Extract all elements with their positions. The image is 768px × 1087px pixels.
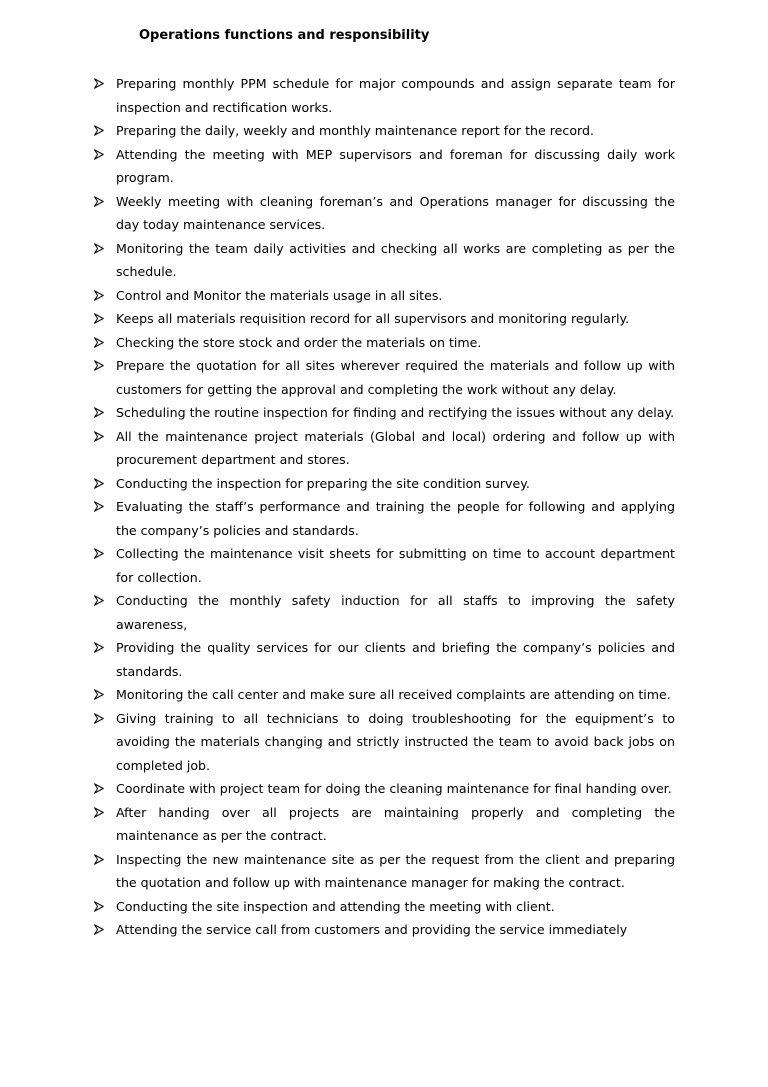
arrowhead-bullet-icon	[94, 895, 106, 919]
list-item	[94, 542, 675, 589]
arrowhead-bullet-icon	[94, 237, 106, 261]
list-item-text: Control and Monitor the materials usage in all sites.	[116, 287, 443, 303]
arrowhead-bullet-icon	[94, 119, 106, 143]
list-item	[94, 495, 675, 542]
list-item-text: All the maintenance project materials (Global and local) ordering and follow up with procurement department and stores.	[116, 428, 675, 467]
list-item-text: Monitoring the call center and make sure all received complaints are attending on time.	[116, 687, 671, 702]
list-item	[94, 354, 675, 401]
arrowhead-bullet-icon	[94, 143, 106, 167]
arrowhead-bullet-icon	[94, 589, 106, 613]
list-item-text: Giving training to all technicians to doing troubleshooting for the equipment’s to avoiding the materials changing and strictly instructed the team to avoid back jobs on completed job.	[116, 710, 675, 773]
arrowhead-bullet-icon	[94, 307, 106, 331]
arrowhead-bullet-icon	[94, 848, 106, 872]
list-item	[94, 119, 675, 143]
list-item	[94, 331, 675, 355]
list-item	[94, 636, 675, 683]
list-item-text: Keeps all materials requisition record for all supervisors and monitoring regularly.	[116, 311, 630, 326]
list-item	[94, 895, 675, 919]
list-item-text: After handing over all projects are maintaining properly and completing the maintenance as per the contract.	[116, 804, 675, 843]
list-item	[94, 284, 675, 308]
list-item	[94, 143, 675, 190]
list-item-text: Scheduling the routine inspection for finding and rectifying the issues without any delay.	[116, 405, 675, 420]
arrowhead-bullet-icon	[94, 72, 106, 96]
list-item	[94, 72, 675, 119]
page-title: Operations functions and responsibility	[139, 28, 430, 43]
list-item	[94, 401, 675, 425]
list-item	[94, 777, 675, 801]
arrowhead-bullet-icon	[94, 542, 106, 566]
list-item-text: Weekly meeting with cleaning foreman’s and Operations manager for discussing the day today maintenance services.	[116, 193, 675, 232]
arrowhead-bullet-icon	[94, 354, 106, 378]
list-item	[94, 848, 675, 895]
list-item-text: Monitoring the team daily activities and checking all works are completing as per the schedule.	[116, 240, 675, 279]
list-item-text: Conducting the site inspection and attending the meeting with client.	[116, 898, 555, 914]
arrowhead-bullet-icon	[94, 801, 106, 825]
arrowhead-bullet-icon	[94, 331, 106, 355]
list-item	[94, 190, 675, 237]
arrowhead-bullet-icon	[94, 683, 106, 707]
arrowhead-bullet-icon	[94, 472, 106, 496]
list-item-text: Conducting the monthly safety induction for all staffs to improving the safety awareness,	[116, 593, 675, 632]
list-item	[94, 707, 675, 778]
list-item-text: Preparing monthly PPM schedule for major compounds and assign separate team for inspection and rectification works.	[116, 76, 675, 115]
arrowhead-bullet-icon	[94, 918, 106, 942]
list-item-text: Checking the store stock and order the materials on time.	[116, 334, 482, 350]
list-item-text: Preparing the daily, weekly and monthly maintenance report for the record.	[116, 123, 594, 138]
list-item-text: Attending the meeting with MEP supervisors and foreman for discussing daily work program.	[116, 146, 675, 185]
arrowhead-bullet-icon	[94, 495, 106, 519]
list-item	[94, 918, 675, 942]
list-item	[94, 307, 675, 331]
list-item-text: Prepare the quotation for all sites wherever required the materials and follow up with customers for getting the approval and completing the work without any delay.	[116, 358, 675, 397]
arrowhead-bullet-icon	[94, 777, 106, 801]
arrowhead-bullet-icon	[94, 401, 106, 425]
list-item	[94, 589, 675, 636]
list-item	[94, 683, 675, 707]
list-item-text: Attending the service call from customers and providing the service immediately	[116, 922, 628, 937]
list-item	[94, 472, 675, 496]
arrowhead-bullet-icon	[94, 284, 106, 308]
list-item-text: Conducting the inspection for preparing the site condition survey.	[116, 475, 530, 491]
arrowhead-bullet-icon	[94, 707, 106, 731]
list-item-text: Collecting the maintenance visit sheets for submitting on time to account department for collection.	[116, 546, 675, 585]
list-item-text: Inspecting the new maintenance site as per the request from the client and preparing the quotation and follow up with maintenance manager for making the contract.	[116, 851, 675, 890]
list-item	[94, 801, 675, 848]
list-item	[94, 237, 675, 284]
responsibility-list	[94, 72, 675, 942]
arrowhead-bullet-icon	[94, 636, 106, 660]
list-item	[94, 425, 675, 472]
arrowhead-bullet-icon	[94, 425, 106, 449]
arrowhead-bullet-icon	[94, 190, 106, 214]
list-item-text: Evaluating the staff’s performance and training the people for following and applying the company’s policies and standards.	[116, 499, 675, 538]
list-item-text: Coordinate with project team for doing the cleaning maintenance for final handing over.	[116, 781, 672, 796]
list-item-text: Providing the quality services for our clients and briefing the company’s policies and standards.	[116, 640, 675, 679]
